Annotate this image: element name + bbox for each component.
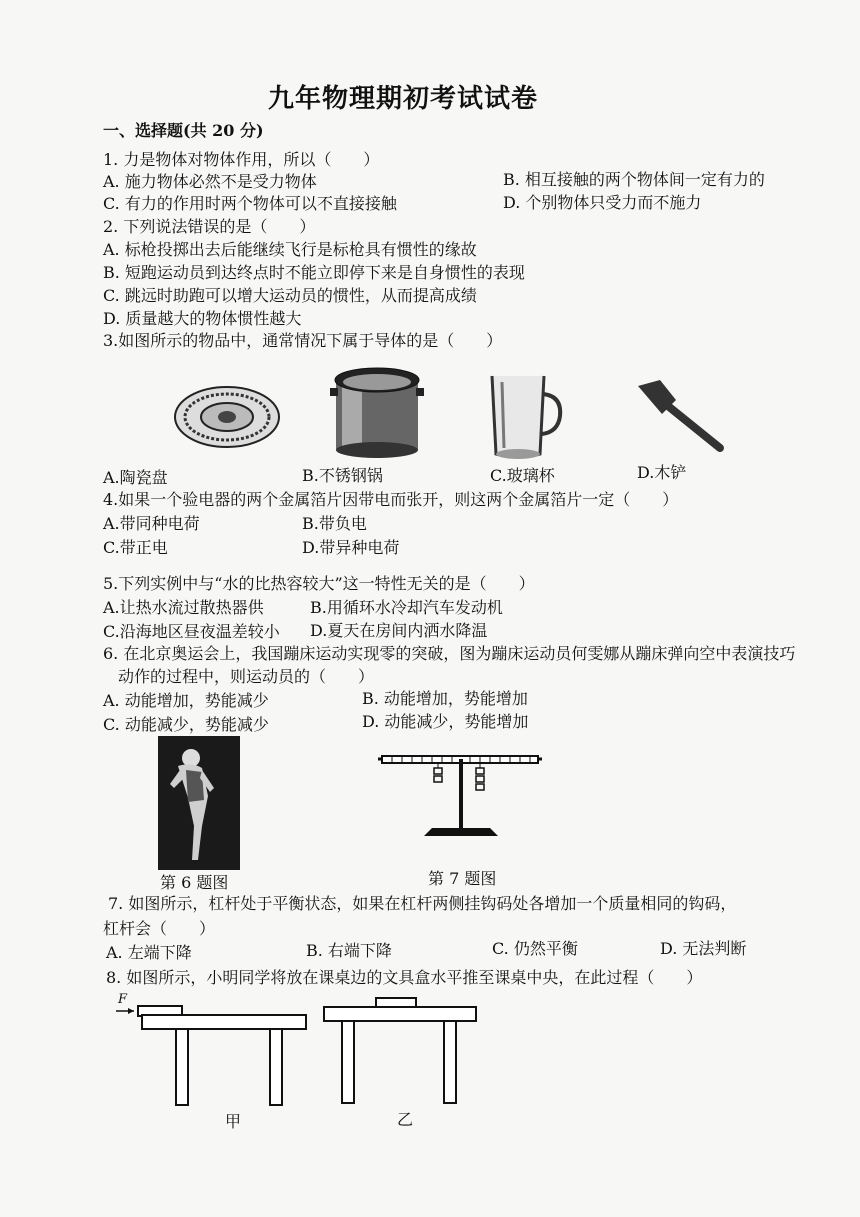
q4-stem: 4.如果一个验电器的两个金属箔片因带电而张开，则这两个金属箔片一定（ ） xyxy=(103,490,679,509)
q5-option-b: B.用循环水冷却汽车发动机 xyxy=(310,598,503,617)
q6-option-c: C. 动能减少，势能减少 xyxy=(103,715,269,734)
ceramic-plate-image xyxy=(172,382,282,452)
q6-option-b: B. 动能增加，势能增加 xyxy=(362,689,528,708)
wooden-spatula-image xyxy=(632,378,728,458)
figure6-caption: 第 6 题图 xyxy=(160,873,229,892)
section-heading: 一、选择题(共 20 分) xyxy=(103,121,264,140)
lever-balance-diagram xyxy=(376,748,544,844)
glass-cup-image xyxy=(488,372,566,462)
desk-figure-yi xyxy=(320,996,480,1108)
q3-option-c: C.玻璃杯 xyxy=(490,466,555,485)
figure8-label-jia: 甲 xyxy=(225,1112,242,1131)
q5-option-c: C.沿海地区昼夜温差较小 xyxy=(103,622,280,641)
q2-stem: 2. 下列说法错误的是（ ） xyxy=(103,217,316,236)
q8-stem: 8. 如图所示，小明同学将放在课桌边的文具盒水平推至课桌中央，在此过程（ ） xyxy=(106,968,703,987)
figure7-caption: 第 7 题图 xyxy=(428,869,497,888)
q1-stem: 1. 力是物体对物体作用，所以（ ） xyxy=(103,150,380,169)
q4-option-b: B.带负电 xyxy=(302,514,367,533)
q2-option-d: D. 质量越大的物体惯性越大 xyxy=(103,309,302,328)
q7-stem-line1: 7. 如图所示，杠杆处于平衡状态，如果在杠杆两侧挂钩码处各增加一个质量相同的钩码， xyxy=(108,894,737,913)
q3-option-d: D.木铲 xyxy=(637,463,687,482)
q7-option-b: B. 右端下降 xyxy=(306,941,392,960)
steel-pot-image xyxy=(330,366,425,461)
figure8-label-yi: 乙 xyxy=(397,1110,414,1129)
exam-title: 九年物理期初考试试卷 xyxy=(268,84,539,114)
q7-option-c: C. 仍然平衡 xyxy=(492,939,578,958)
q1-option-a: A. 施力物体必然不是受力物体 xyxy=(103,172,317,191)
q6-stem-line1: 6. 在北京奥运会上，我国蹦床运动实现零的突破，图为蹦床运动员何雯娜从蹦床弹向空中表演技巧 xyxy=(103,644,796,663)
q1-option-d: D. 个别物体只受力而不施力 xyxy=(503,193,702,212)
force-label: F xyxy=(118,992,128,1007)
q1-option-b: B. 相互接触的两个物体间一定有力的 xyxy=(503,170,765,189)
q7-stem-line2: 杠杆会（ ） xyxy=(103,919,216,938)
q4-option-d: D.带异种电荷 xyxy=(302,538,400,557)
q7-option-a: A. 左端下降 xyxy=(106,943,192,962)
q4-option-c: C.带正电 xyxy=(103,538,168,557)
q5-option-d: D.夏天在房间内洒水降温 xyxy=(310,621,488,640)
q5-option-a: A.让热水流过散热器供 xyxy=(103,598,264,617)
q5-stem: 5.下列实例中与“水的比热容较大”这一特性无关的是（ ） xyxy=(103,574,535,593)
q6-stem-line2: 动作的过程中，则运动员的（ ） xyxy=(118,667,375,686)
q2-option-b: B. 短跑运动员到达终点时不能立即停下来是自身惯性的表现 xyxy=(103,263,525,282)
q2-option-c: C. 跳远时助跑可以增大运动员的惯性，从而提高成绩 xyxy=(103,286,477,305)
q7-option-d: D. 无法判断 xyxy=(660,939,747,958)
q6-option-d: D. 动能减少，势能增加 xyxy=(362,712,529,731)
q2-option-a: A. 标枪投掷出去后能继续飞行是标枪具有惯性的缘故 xyxy=(103,240,477,259)
q4-option-a: A.带同种电荷 xyxy=(103,514,200,533)
q1-option-c: C. 有力的作用时两个物体可以不直接接触 xyxy=(103,194,397,213)
desk-figure-jia xyxy=(112,998,308,1108)
q6-option-a: A. 动能增加，势能减少 xyxy=(103,691,269,710)
q3-option-a: A.陶瓷盘 xyxy=(103,468,168,487)
q3-stem: 3.如图所示的物品中，通常情况下属于导体的是（ ） xyxy=(103,331,503,350)
trampoline-athlete-photo xyxy=(158,736,240,870)
q3-option-b: B.不锈钢锅 xyxy=(302,466,383,485)
